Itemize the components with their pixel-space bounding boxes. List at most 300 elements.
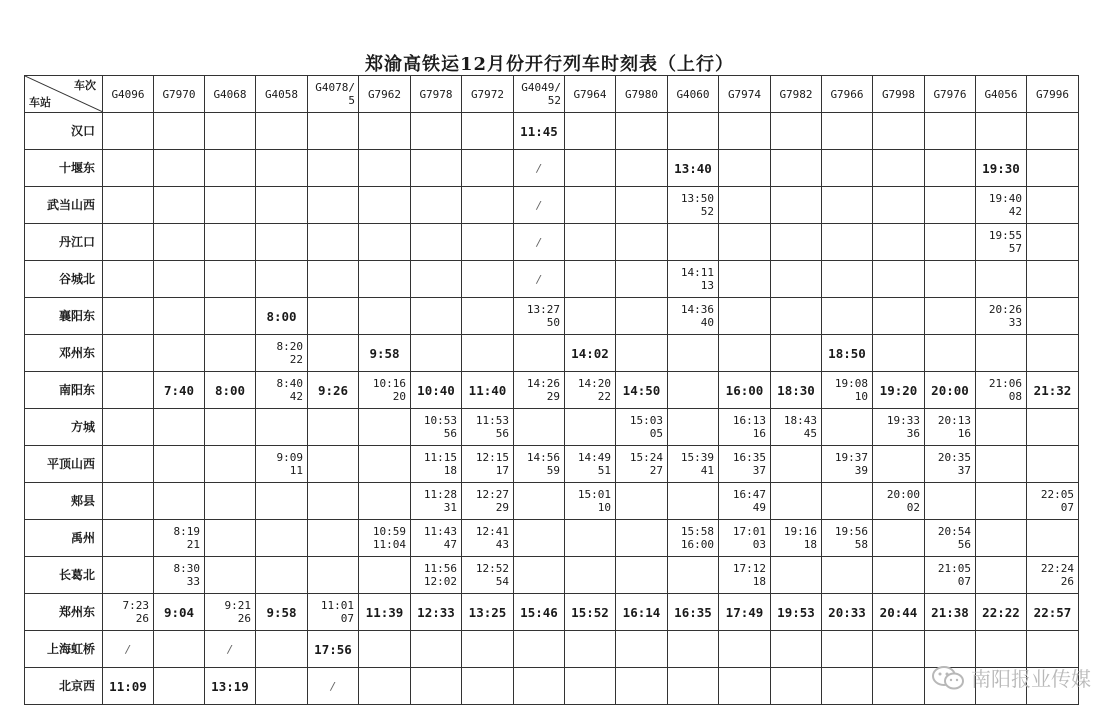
- time-cell: [771, 631, 822, 668]
- table-row: [25, 483, 1079, 520]
- time-cell: [514, 520, 565, 557]
- station-name: 丹江口: [25, 224, 103, 261]
- station-name: 十堰东: [25, 150, 103, 187]
- time-cell: [668, 483, 719, 520]
- time-cell: 16:35: [668, 594, 719, 631]
- time-cell: [103, 187, 154, 224]
- time-cell: [668, 224, 719, 261]
- time-cell: [976, 520, 1027, 557]
- time-cell: [411, 261, 462, 298]
- wechat-icon: [931, 664, 965, 692]
- time-cell: 7:23 26: [103, 594, 154, 631]
- time-cell: 21:06 08: [976, 372, 1027, 409]
- time-cell: [976, 446, 1027, 483]
- time-cell: [616, 224, 668, 261]
- train-header: G4056: [976, 76, 1027, 113]
- time-cell: [256, 557, 308, 594]
- time-cell: [359, 187, 411, 224]
- time-cell: 13:40: [668, 150, 719, 187]
- time-cell: [616, 113, 668, 150]
- time-cell: [719, 668, 771, 705]
- time-cell: 9:26: [308, 372, 359, 409]
- train-header: G7998: [873, 76, 925, 113]
- time-cell: 19:16 18: [771, 520, 822, 557]
- time-cell: [103, 224, 154, 261]
- time-cell: [1027, 261, 1079, 298]
- time-cell: [771, 187, 822, 224]
- time-cell: [256, 187, 308, 224]
- time-cell: [873, 298, 925, 335]
- time-cell: [873, 335, 925, 372]
- time-cell: 19:08 10: [822, 372, 873, 409]
- table-row: [25, 631, 1079, 668]
- time-cell: [565, 557, 616, 594]
- time-cell: [256, 668, 308, 705]
- time-cell: [976, 483, 1027, 520]
- train-header: G4096: [103, 76, 154, 113]
- time-cell: 19:40 42: [976, 187, 1027, 224]
- corner-label-station: 车站: [29, 96, 51, 109]
- time-cell: [359, 409, 411, 446]
- table-row: [25, 224, 1079, 261]
- time-cell: 21:05 07: [925, 557, 976, 594]
- time-cell: [308, 557, 359, 594]
- train-header: G7996: [1027, 76, 1079, 113]
- time-cell: [565, 520, 616, 557]
- time-cell: [308, 298, 359, 335]
- time-cell: [873, 224, 925, 261]
- time-cell: [616, 520, 668, 557]
- station-name: 郏县: [25, 483, 103, 520]
- time-cell: [103, 520, 154, 557]
- header-row: [25, 76, 1079, 113]
- station-name: 武当山西: [25, 187, 103, 224]
- time-cell: 12:52 54: [462, 557, 514, 594]
- time-cell: [771, 557, 822, 594]
- time-cell: 13:27 50: [514, 298, 565, 335]
- time-cell: 11:43 47: [411, 520, 462, 557]
- time-cell: [822, 557, 873, 594]
- time-cell: 20:35 37: [925, 446, 976, 483]
- time-cell: [411, 335, 462, 372]
- time-cell: [103, 113, 154, 150]
- time-cell: [256, 113, 308, 150]
- time-cell: [462, 261, 514, 298]
- time-cell: [359, 557, 411, 594]
- time-cell: 16:35 37: [719, 446, 771, 483]
- train-header: G7970: [154, 76, 205, 113]
- time-cell: [616, 150, 668, 187]
- time-cell: [719, 187, 771, 224]
- time-cell: [462, 631, 514, 668]
- time-cell: [462, 668, 514, 705]
- time-cell: [103, 409, 154, 446]
- time-cell: [205, 335, 256, 372]
- time-cell: [668, 668, 719, 705]
- time-cell: [616, 483, 668, 520]
- time-cell: [771, 113, 822, 150]
- time-cell: 14:56 59: [514, 446, 565, 483]
- time-cell: [308, 483, 359, 520]
- time-cell: [308, 113, 359, 150]
- time-cell: [205, 520, 256, 557]
- time-cell: 11:40: [462, 372, 514, 409]
- time-cell: [565, 668, 616, 705]
- time-cell: [462, 298, 514, 335]
- time-cell: [822, 298, 873, 335]
- time-cell: [103, 483, 154, 520]
- time-cell: 19:33 36: [873, 409, 925, 446]
- time-cell: 19:30: [976, 150, 1027, 187]
- timetable: [24, 75, 1079, 705]
- time-cell: [822, 631, 873, 668]
- time-cell: 12:27 29: [462, 483, 514, 520]
- time-cell: 17:12 18: [719, 557, 771, 594]
- time-cell: [873, 446, 925, 483]
- time-cell: [308, 150, 359, 187]
- time-cell: [1027, 631, 1079, 668]
- time-cell: [256, 483, 308, 520]
- time-cell: [771, 150, 822, 187]
- time-cell: 18:30: [771, 372, 822, 409]
- time-cell: 15:01 10: [565, 483, 616, 520]
- time-cell: 12:15 17: [462, 446, 514, 483]
- time-cell: [411, 224, 462, 261]
- train-header: G4049/ 52: [514, 76, 565, 113]
- time-cell: [822, 150, 873, 187]
- time-cell: [771, 224, 822, 261]
- time-cell: [1027, 224, 1079, 261]
- time-cell: /: [514, 150, 565, 187]
- time-cell: [565, 187, 616, 224]
- time-cell: [616, 261, 668, 298]
- time-cell: [256, 150, 308, 187]
- time-cell: [1027, 187, 1079, 224]
- watermark: [931, 663, 1091, 692]
- station-name: 郑州东: [25, 594, 103, 631]
- time-cell: [822, 113, 873, 150]
- time-cell: [873, 150, 925, 187]
- time-cell: [873, 261, 925, 298]
- table-row: [25, 668, 1079, 705]
- time-cell: 13:50 52: [668, 187, 719, 224]
- time-cell: 9:58: [359, 335, 411, 372]
- time-cell: 21:38: [925, 594, 976, 631]
- time-cell: [103, 335, 154, 372]
- time-cell: 12:41 43: [462, 520, 514, 557]
- table-row: [25, 113, 1079, 150]
- watermark-text: 南阳报业传媒: [971, 667, 1091, 691]
- station-name: 南阳东: [25, 372, 103, 409]
- table-row: [25, 335, 1079, 372]
- time-cell: 8:40 42: [256, 372, 308, 409]
- time-cell: [462, 187, 514, 224]
- time-cell: [154, 187, 205, 224]
- time-cell: [103, 557, 154, 594]
- time-cell: [616, 298, 668, 335]
- time-cell: 11:01 07: [308, 594, 359, 631]
- time-cell: [1027, 150, 1079, 187]
- time-cell: [462, 113, 514, 150]
- time-cell: [719, 298, 771, 335]
- time-cell: [771, 298, 822, 335]
- time-cell: [565, 298, 616, 335]
- time-cell: [771, 261, 822, 298]
- time-cell: 10:16 20: [359, 372, 411, 409]
- time-cell: [1027, 520, 1079, 557]
- table-row: [25, 150, 1079, 187]
- time-cell: [205, 298, 256, 335]
- corner-label-train: 车次: [74, 79, 96, 92]
- time-cell: [411, 668, 462, 705]
- time-cell: [359, 668, 411, 705]
- time-cell: [256, 631, 308, 668]
- time-cell: 20:44: [873, 594, 925, 631]
- time-cell: 8:19 21: [154, 520, 205, 557]
- time-cell: 22:05 07: [1027, 483, 1079, 520]
- time-cell: 12:33: [411, 594, 462, 631]
- station-name: 方城: [25, 409, 103, 446]
- time-cell: 8:00: [205, 372, 256, 409]
- time-cell: [308, 409, 359, 446]
- time-cell: [771, 483, 822, 520]
- time-cell: [616, 557, 668, 594]
- time-cell: [616, 187, 668, 224]
- time-cell: 13:19: [205, 668, 256, 705]
- time-cell: [154, 150, 205, 187]
- station-name: 禹州: [25, 520, 103, 557]
- time-cell: [925, 298, 976, 335]
- time-cell: [359, 261, 411, 298]
- time-cell: 16:47 49: [719, 483, 771, 520]
- time-cell: [154, 261, 205, 298]
- time-cell: 19:56 58: [822, 520, 873, 557]
- train-header: G7974: [719, 76, 771, 113]
- time-cell: [154, 113, 205, 150]
- time-cell: [822, 483, 873, 520]
- time-cell: [925, 224, 976, 261]
- time-cell: 15:03 05: [616, 409, 668, 446]
- table-row: [25, 372, 1079, 409]
- time-cell: [719, 224, 771, 261]
- time-cell: 15:52: [565, 594, 616, 631]
- time-cell: 10:53 56: [411, 409, 462, 446]
- time-cell: [925, 335, 976, 372]
- time-cell: [668, 113, 719, 150]
- time-cell: [514, 631, 565, 668]
- time-cell: [256, 520, 308, 557]
- time-cell: [1027, 409, 1079, 446]
- station-name: 平顶山西: [25, 446, 103, 483]
- time-cell: [411, 298, 462, 335]
- time-cell: 10:40: [411, 372, 462, 409]
- time-cell: [205, 150, 256, 187]
- station-name: 汉口: [25, 113, 103, 150]
- time-cell: [359, 298, 411, 335]
- time-cell: [1027, 446, 1079, 483]
- page-title: 郑渝高铁运12月份开行列车时刻表（上行）: [364, 54, 735, 75]
- time-cell: 9:21 26: [205, 594, 256, 631]
- train-header: G7982: [771, 76, 822, 113]
- time-cell: /: [103, 631, 154, 668]
- table-row: [25, 187, 1079, 224]
- time-cell: [565, 224, 616, 261]
- time-cell: 9:04: [154, 594, 205, 631]
- time-cell: [822, 668, 873, 705]
- time-cell: [359, 446, 411, 483]
- time-cell: 20:54 56: [925, 520, 976, 557]
- time-cell: [1027, 113, 1079, 150]
- time-cell: /: [514, 224, 565, 261]
- time-cell: 20:13 16: [925, 409, 976, 446]
- time-cell: 19:55 57: [976, 224, 1027, 261]
- train-header: G7980: [616, 76, 668, 113]
- time-cell: [925, 483, 976, 520]
- train-header: G4060: [668, 76, 719, 113]
- time-cell: /: [514, 261, 565, 298]
- time-cell: [565, 113, 616, 150]
- time-cell: [462, 224, 514, 261]
- time-cell: [719, 335, 771, 372]
- time-cell: /: [308, 668, 359, 705]
- time-cell: 15:24 27: [616, 446, 668, 483]
- train-header: G7962: [359, 76, 411, 113]
- time-cell: [719, 261, 771, 298]
- time-cell: [976, 335, 1027, 372]
- time-cell: 10:59 11:04: [359, 520, 411, 557]
- time-cell: [205, 446, 256, 483]
- time-cell: 14:20 22: [565, 372, 616, 409]
- time-cell: [925, 150, 976, 187]
- time-cell: [719, 631, 771, 668]
- time-cell: 14:02: [565, 335, 616, 372]
- train-header: G7978: [411, 76, 462, 113]
- time-cell: /: [205, 631, 256, 668]
- time-cell: [925, 187, 976, 224]
- time-cell: [976, 261, 1027, 298]
- time-cell: 18:43 45: [771, 409, 822, 446]
- time-cell: [205, 409, 256, 446]
- time-cell: [565, 409, 616, 446]
- time-cell: [411, 187, 462, 224]
- time-cell: 17:56: [308, 631, 359, 668]
- time-cell: 11:39: [359, 594, 411, 631]
- time-cell: [308, 335, 359, 372]
- time-cell: [925, 261, 976, 298]
- time-cell: [771, 446, 822, 483]
- time-cell: [154, 224, 205, 261]
- time-cell: 19:20: [873, 372, 925, 409]
- time-cell: /: [514, 187, 565, 224]
- time-cell: 8:30 33: [154, 557, 205, 594]
- time-cell: [154, 298, 205, 335]
- time-cell: 11:28 31: [411, 483, 462, 520]
- time-cell: [154, 446, 205, 483]
- time-cell: 8:00: [256, 298, 308, 335]
- time-cell: [616, 335, 668, 372]
- time-cell: [976, 409, 1027, 446]
- time-cell: [565, 150, 616, 187]
- time-cell: [719, 150, 771, 187]
- time-cell: [359, 224, 411, 261]
- train-header: G7972: [462, 76, 514, 113]
- station-name: 长葛北: [25, 557, 103, 594]
- time-cell: [771, 335, 822, 372]
- time-cell: [616, 631, 668, 668]
- time-cell: 22:22: [976, 594, 1027, 631]
- time-cell: [668, 409, 719, 446]
- time-cell: [154, 483, 205, 520]
- time-cell: [976, 113, 1027, 150]
- time-cell: [668, 372, 719, 409]
- table-row: [25, 446, 1079, 483]
- time-cell: 14:11 13: [668, 261, 719, 298]
- corner-header: [25, 76, 103, 113]
- time-cell: [822, 224, 873, 261]
- time-cell: 14:49 51: [565, 446, 616, 483]
- time-cell: 13:25: [462, 594, 514, 631]
- time-cell: 21:32: [1027, 372, 1079, 409]
- time-cell: [1027, 298, 1079, 335]
- time-cell: 17:49: [719, 594, 771, 631]
- time-cell: 11:45: [514, 113, 565, 150]
- time-cell: 14:36 40: [668, 298, 719, 335]
- time-cell: 16:13 16: [719, 409, 771, 446]
- time-cell: [976, 557, 1027, 594]
- station-name: 襄阳东: [25, 298, 103, 335]
- train-header: G7976: [925, 76, 976, 113]
- time-cell: 16:00: [719, 372, 771, 409]
- time-cell: [1027, 335, 1079, 372]
- time-cell: 19:37 39: [822, 446, 873, 483]
- time-cell: [359, 631, 411, 668]
- time-cell: [873, 557, 925, 594]
- time-cell: [873, 520, 925, 557]
- time-cell: 18:50: [822, 335, 873, 372]
- time-cell: [308, 446, 359, 483]
- time-cell: [668, 335, 719, 372]
- time-cell: [205, 261, 256, 298]
- time-cell: [976, 631, 1027, 668]
- station-name: 北京西: [25, 668, 103, 705]
- time-cell: [308, 520, 359, 557]
- time-cell: 11:53 56: [462, 409, 514, 446]
- time-cell: [154, 409, 205, 446]
- time-cell: 14:26 29: [514, 372, 565, 409]
- time-cell: 15:39 41: [668, 446, 719, 483]
- time-cell: [822, 409, 873, 446]
- time-cell: [205, 557, 256, 594]
- table-row: [25, 557, 1079, 594]
- time-cell: 7:40: [154, 372, 205, 409]
- time-cell: [462, 335, 514, 372]
- time-cell: [873, 187, 925, 224]
- station-name: 上海虹桥: [25, 631, 103, 668]
- station-name: 邓州东: [25, 335, 103, 372]
- time-cell: [873, 113, 925, 150]
- time-cell: [359, 483, 411, 520]
- time-cell: [103, 261, 154, 298]
- time-cell: [873, 668, 925, 705]
- time-cell: [154, 335, 205, 372]
- time-cell: [925, 631, 976, 668]
- time-cell: 11:56 12:02: [411, 557, 462, 594]
- time-cell: [308, 261, 359, 298]
- time-cell: 16:14: [616, 594, 668, 631]
- time-cell: [565, 261, 616, 298]
- time-cell: [256, 224, 308, 261]
- time-cell: [668, 557, 719, 594]
